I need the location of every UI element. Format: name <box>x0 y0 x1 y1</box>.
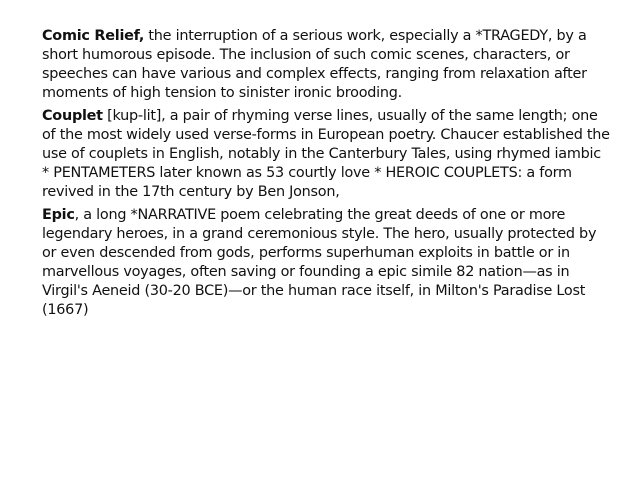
term-comic-relief: Comic Relief, <box>42 28 145 44</box>
entry-couplet <box>42 107 612 202</box>
glossary-text <box>42 27 612 324</box>
entry-epic <box>42 206 612 320</box>
entry-comic-relief <box>42 27 612 103</box>
definition-epic: , a long *NARRATIVE poem celebrating the great deeds of one or more legendary heroes, in a grand ceremonious style. The hero, usually protected by or even descended from gods, performs superhuman exploits in battle or in marvellous voyages, often saving or founding a epic simile 82 nation—as in Virgil's Aeneid (30-20 BCE)—or the human race itself, in Milton's Paradise Lost (1667) <box>42 207 597 318</box>
term-couplet: Couplet <box>42 108 103 124</box>
definition-couplet: [kup-lit], a pair of rhyming verse lines, usually of the same length; one of the most widely used verse-forms in European poetry. Chaucer established the use of couplets in English, notably in the Canterbury Tales, using rhymed iambic * PENTAMETERS later known as 53 courtly love * HEROIC COUPLETS: a form revived in the 17th century by Ben Jonson, <box>42 108 610 200</box>
definition-comic-relief: the interruption of a serious work, especially a *TRAGEDY, by a short humorous episode. The inclusion of such comic scenes, characters, or speeches can have various and complex effects, ranging from relaxation after moments of high tension to sinister ironic brooding. <box>42 28 587 101</box>
term-epic: Epic <box>42 207 75 223</box>
